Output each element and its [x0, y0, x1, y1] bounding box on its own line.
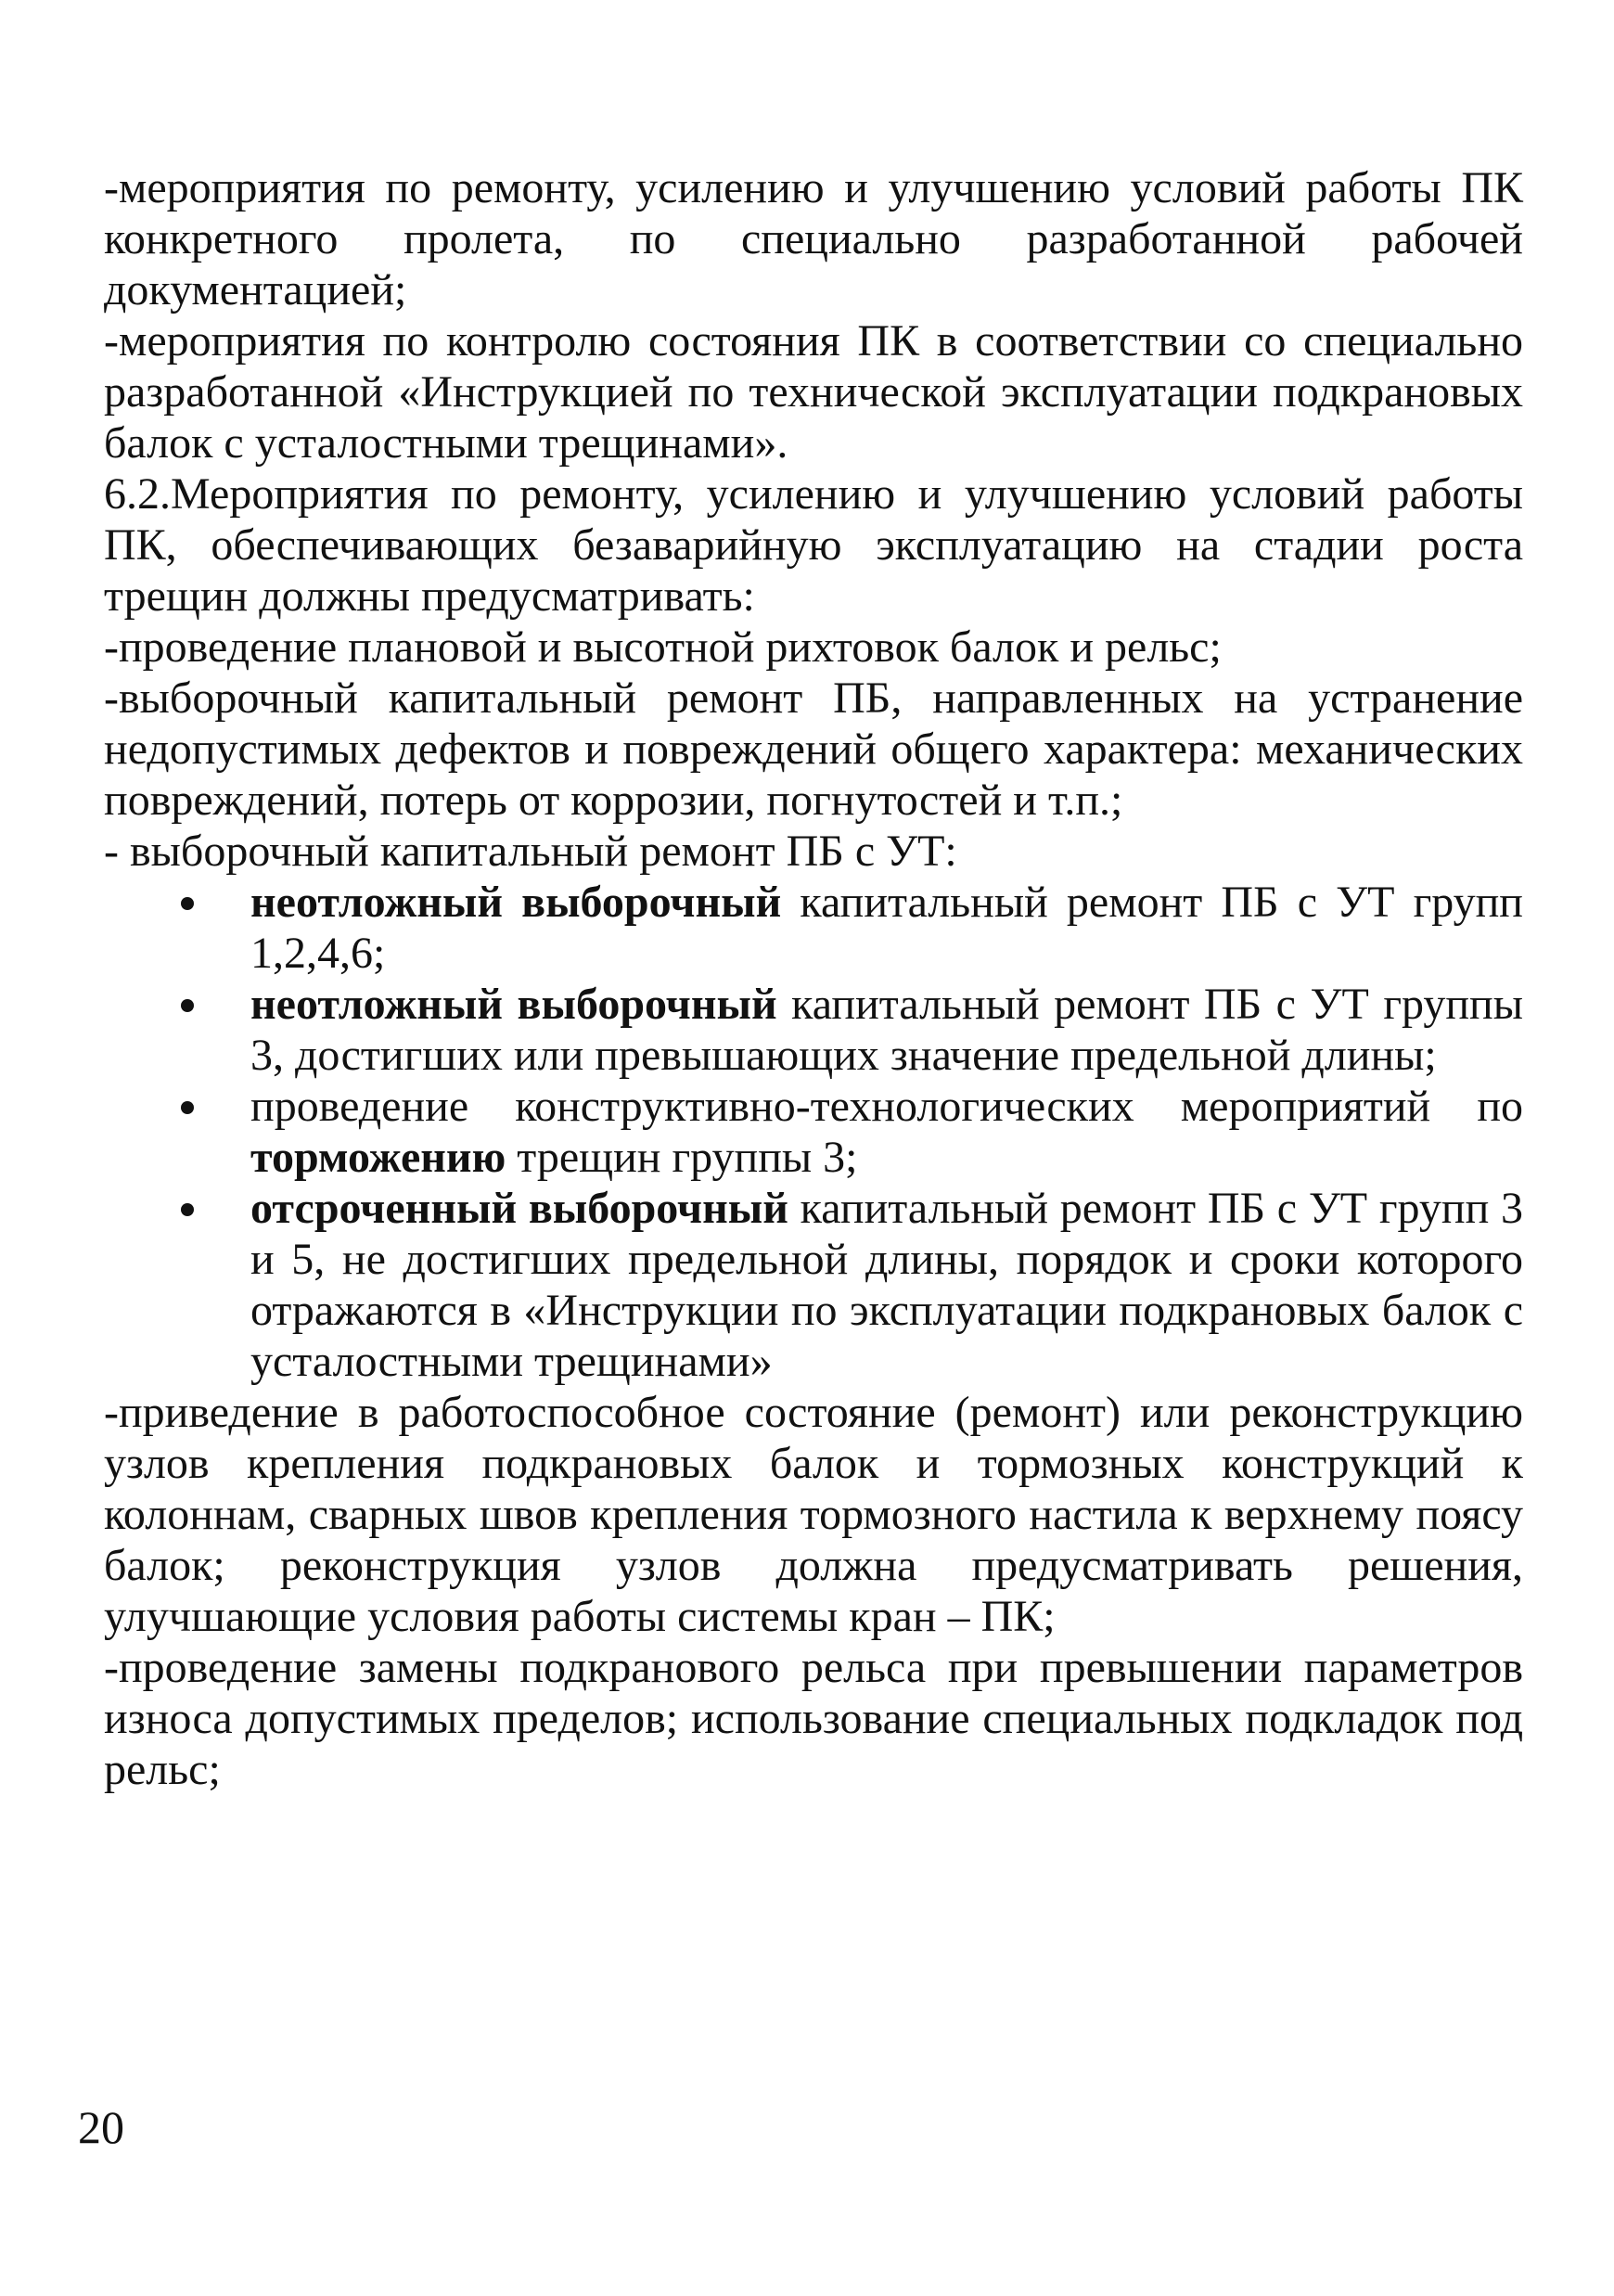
bullet-icon: [181, 1101, 194, 1114]
list-item: [104, 1183, 1523, 1387]
page-body: [104, 162, 1523, 1795]
page-number: 20: [78, 2101, 124, 2153]
paragraph: -мероприятия по контролю состояния ПК в соответствии со специально разработанной «Инструкцией по технической эксплуатации подкрановых балок с усталостными трещинами».: [104, 316, 1523, 468]
item-text: трещин группы 3;: [506, 1133, 858, 1182]
bullet-icon: [181, 897, 194, 910]
item-bold-text: торможению: [250, 1133, 506, 1182]
list-item: [104, 979, 1523, 1081]
paragraph: -проведение замены подкранового рельса при превышении параметров износа допустимых пределов; использование специальных подкладок под рельс;: [104, 1643, 1523, 1794]
bullet-icon: [181, 999, 194, 1012]
paragraph: -проведение плановой и высотной рихтовок балок и рельс;: [104, 622, 1222, 672]
item-text: капитальный ремонт ПБ с УТ групп 1,2,4,6;: [250, 878, 1523, 978]
paragraph: -приведение в работоспособное состояние (ремонт) или реконструкцию узлов крепления подкрановых балок и тормозных конструкций к колоннам, сварных швов крепления тормозного настила к верхнему поясу балок; реконструкция узлов должна предусматривать решения, улучшающие условия работы системы кран – ПК;: [104, 1388, 1523, 1641]
item-bold-text: неотложный выборочный: [250, 878, 782, 927]
bullet-icon: [181, 1203, 194, 1216]
paragraph: -мероприятия по ремонту, усилению и улучшению условий работы ПК конкретного пролета, по специально разработанной рабочей документацией;: [104, 163, 1523, 314]
paragraph: -выборочный капитальный ремонт ПБ, направленных на устранение недопустимых дефектов и повреждений общего характера: механических повреждений, потерь от коррозии, погнутостей и т.п.;: [104, 673, 1523, 825]
item-text: капитальный ремонт ПБ с УТ групп 3 и 5, не достигших предельной длины, порядок и сроки которого отражаются в «Инструкции по эксплуатации подкрановых балок с усталостными трещинами»: [250, 1184, 1524, 1386]
list-item: [104, 1081, 1523, 1183]
item-text: капитальный ремонт ПБ с УТ группы 3, достигших или превышающих значение предельной длины;: [250, 980, 1523, 1080]
paragraph: 6.2.Мероприятия по ремонту, усилению и улучшению условий работы ПК, обеспечивающих безаварийную эксплуатацию на стадии роста трещин должны предусматривать:: [104, 469, 1523, 621]
item-bold-text: неотложный выборочный: [250, 980, 777, 1029]
item-text: проведение конструктивно-технологических мероприятий по: [250, 1082, 1523, 1131]
bullet-list: [104, 877, 1523, 1387]
paragraph: - выборочный капитальный ремонт ПБ с УТ:: [104, 827, 957, 876]
item-bold-text: отсроченный выборочный: [250, 1184, 788, 1233]
list-item: [104, 877, 1523, 979]
